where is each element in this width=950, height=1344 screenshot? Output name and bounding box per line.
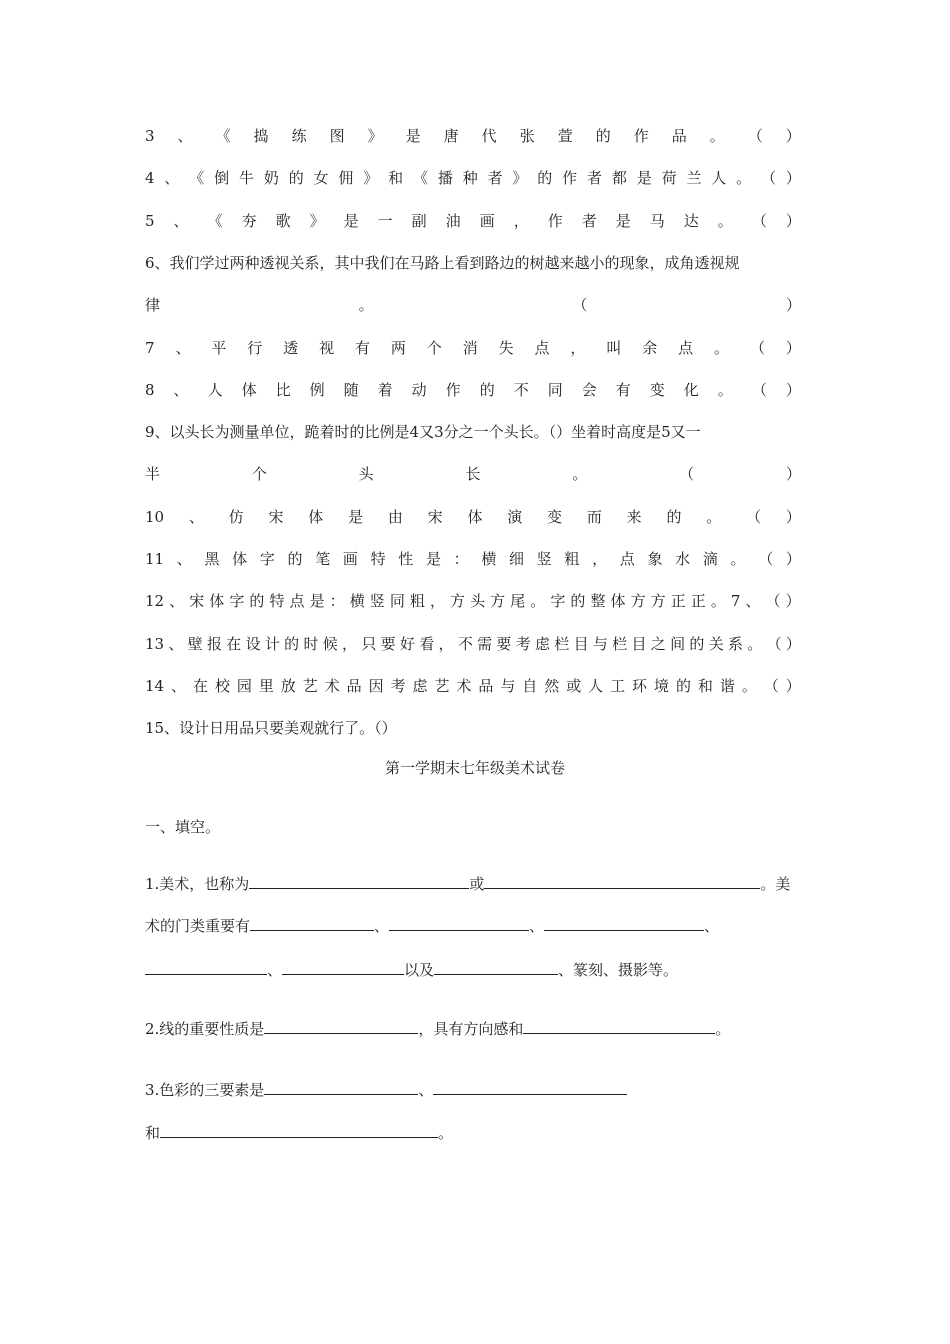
separator: 、 — [267, 961, 283, 979]
question-line: 5 、 《 夯 歌 》 是 一 副 油 画 ， 作 者 是 马 达 。 （ ） — [145, 212, 801, 230]
separator: 、 — [529, 917, 545, 935]
answer-blank[interactable] — [389, 914, 529, 931]
q1-text-e: 以及 — [404, 961, 435, 979]
answer-blank[interactable] — [433, 1078, 627, 1095]
question-line: 12 、 宋 体 字 的 特 点 是 ： 横 竖 同 粗 ， 方 头 方 尾 。 字 的 整 体 方 方 正 正 。 7 、 （ ） — [145, 592, 801, 610]
fill-question-1-line-2 — [145, 914, 801, 936]
question-line: 8 、 人 体 比 例 随 着 动 作 的 不 同 会 有 变 化 。 （ ） — [145, 381, 801, 399]
question-line: 律 。 （ ） — [145, 296, 801, 314]
question-line: 15、设计日用品只要美观就行了。（） — [145, 719, 397, 737]
question-line: 4 、 《 倒 牛 奶 的 女 佣 》 和 《 播 种 者 》 的 作 者 都 是 荷 兰 人 。 （ ） — [145, 169, 801, 187]
q1-text-c: 。美 — [760, 875, 791, 893]
question-line: 13 、 壁 报 在 设 计 的 时 候 ， 只 要 好 看 ， 不 需 要 考 虑 栏 目 与 栏 目 之 间 的 关 系 。 （ ） — [145, 635, 801, 653]
question-line: 14 、 在 校 园 里 放 艺 术 品 因 考 虑 艺 术 品 与 自 然 或 人 工 环 境 的 和 谐 。 （ ） — [145, 677, 801, 695]
answer-blank[interactable] — [434, 958, 558, 975]
q2-text-b: ，具有方向感和 — [418, 1020, 524, 1038]
answer-blank[interactable] — [160, 1121, 438, 1138]
separator: 、 — [374, 917, 390, 935]
q3-text-and: 和 — [145, 1124, 161, 1142]
q3-text-a: 3.色彩的三要素是 — [145, 1081, 265, 1099]
separator: 、 — [704, 917, 720, 935]
section-heading-fill-in: 一、填空。 — [145, 818, 221, 836]
separator: 、 — [418, 1081, 434, 1099]
fill-question-2 — [145, 1017, 801, 1039]
question-line: 半 个 头 长 。 （ ） — [145, 465, 801, 483]
q2-text-a: 2.线的重要性质是 — [145, 1020, 265, 1038]
question-line: 9、以头长为测量单位，跪着时的比例是4又3分之一个头长。（）坐着时高度是5又一 — [145, 423, 701, 441]
q1-text-f: 、篆刻、摄影等。 — [558, 961, 679, 979]
answer-blank[interactable] — [523, 1017, 715, 1034]
answer-blank[interactable] — [145, 958, 267, 975]
question-line: 3 、 《 捣 练 图 》 是 唐 代 张 萱 的 作 品 。 （ ） — [145, 127, 801, 145]
answer-blank[interactable] — [484, 872, 760, 889]
q3-text-end: 。 — [438, 1124, 454, 1142]
exam-title: 第一学期末七年级美术试卷 — [384, 759, 565, 777]
answer-blank[interactable] — [544, 914, 704, 931]
answer-blank[interactable] — [250, 914, 374, 931]
fill-question-3-line-2 — [145, 1121, 801, 1143]
answer-blank[interactable] — [264, 1078, 418, 1095]
q1-text-a: 1.美术，也称为 — [145, 875, 250, 893]
q1-text-d: 术的门类重要有 — [145, 917, 251, 935]
q1-text-b: 或 — [469, 875, 485, 893]
answer-blank[interactable] — [264, 1017, 418, 1034]
question-line: 10 、 仿 宋 体 是 由 宋 体 演 变 而 来 的 。 （ ） — [145, 508, 801, 526]
fill-question-1-line-3 — [145, 958, 801, 980]
q2-text-end: 。 — [715, 1020, 731, 1038]
answer-blank[interactable] — [282, 958, 404, 975]
question-line: 7 、 平 行 透 视 有 两 个 消 失 点 ， 叫 余 点 。 （ ） — [145, 339, 801, 357]
question-line: 6、我们学过两种透视关系，其中我们在马路上看到路边的树越来越小的现象，成角透视规 — [145, 254, 740, 272]
fill-question-1-line-1 — [145, 872, 801, 894]
answer-blank[interactable] — [249, 872, 469, 889]
fill-question-3-line-1 — [145, 1078, 801, 1100]
question-line: 11 、 黑 体 字 的 笔 画 特 性 是 ： 横 细 竖 粗 ， 点 象 水 滴 。 （ ） — [145, 550, 801, 568]
